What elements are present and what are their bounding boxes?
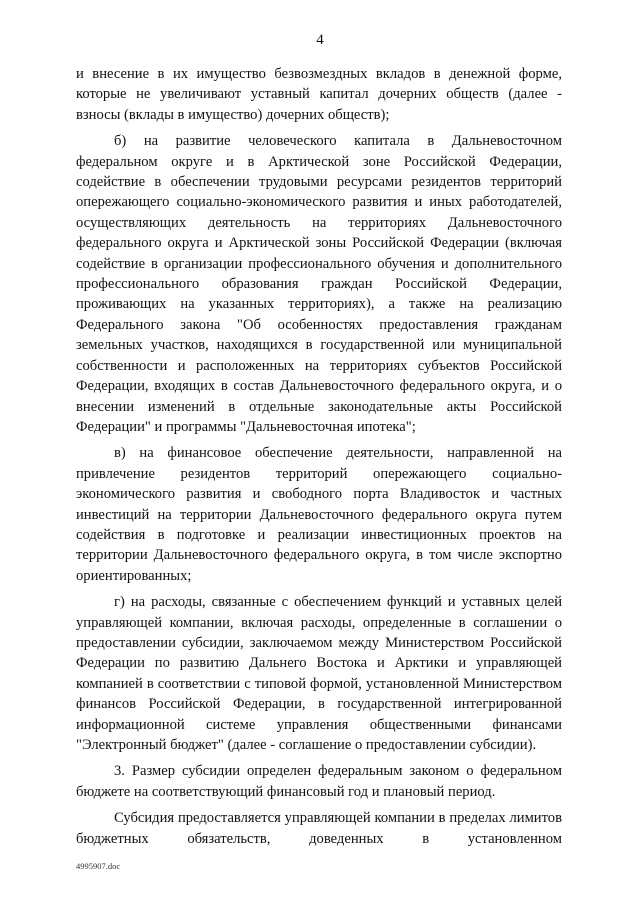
paragraph-item-v: в) на финансовое обеспечение деятельности, направленной на привлечение резидентов территорий опережающего социально-экономического развития и свободного порта Владивосток и частных инвестиций на территории Дальневосточного федерального округа путем содействия в подготовке и реализации инвестиционных проектов на территории Дальневосточного федерального округа, в том числе экспортно ориентированных; <box>76 445 562 584</box>
paragraph-item-3: 3. Размер субсидии определен федеральным законом о федеральном бюджете на соответствующий финансовый год и плановый период. <box>76 763 562 800</box>
document-body <box>76 64 562 855</box>
paragraph-continuation: и внесение в их имущество безвозмездных вкладов в денежной форме, которые не увеличивают уставный капитал дочерних обществ (далее - взносы (вклады в имущество) дочерних обществ); <box>76 66 562 123</box>
paragraph-item-b: б) на развитие человеческого капитала в Дальневосточном федеральном округе и в Арктической зоне Российской Федерации, содействие в обеспечении трудовыми ресурсами резидентов территорий опережающего социально-экономического развития и иных работодателей, осуществляющих деятельность на территориях Дальневосточного федерального округа и Арктической зоны Российской Федерации (включая содействие в организации профессионального обучения и дополнительного профессионального образования граждан Российской Федерации, проживающих на указанных территориях), а также на реализацию Федерального закона "Об особенностях предоставления гражданам земельных участков, находящихся в государственной или муниципальной собственности и расположенных на территориях субъектов Российской Федерации, входящих в состав Дальневосточного федерального округа, и о внесении изменений в отдельные законодательные акты Российской Федерации" и программы "Дальневосточная ипотека"; <box>76 133 562 435</box>
document-file-id: 4995907.doc <box>76 861 121 871</box>
paragraph-item-g: г) на расходы, связанные с обеспечением функций и уставных целей управляющей компании, включая расходы, определенные в соглашении о предоставлении субсидии, заключаемом между Министерством Российской Федерации по развитию Дальнего Востока и Арктики и управляющей компанией в соответствии с типовой формой, установленной Министерством финансов Российской Федерации, в государственной интегрированной информационной системе управления общественными финансами "Электронный бюджет" (далее - соглашение о предоставлении субсидии). <box>76 594 562 753</box>
paragraph-subsidy: Субсидия предоставляется управляющей компании в пределах лимитов бюджетных обязательств, доведенных в установленном <box>76 810 562 847</box>
page-number: 4 <box>316 32 324 48</box>
